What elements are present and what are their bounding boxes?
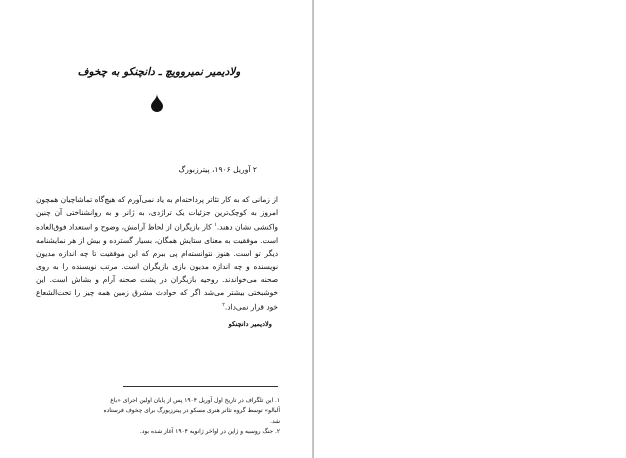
body-paragraph-part-1: از زمانی که به کار تئاتر پرداخته‌ام به یاد نمی‌آورم که هیچ‌گاه تماشاچیان همچون امروز به کوچک‌ترین جزئیات یک تراژدی، به ژانر و به روانشناختی آن چنین واکنشی نشان دهند. (36, 195, 278, 232)
footnote-ref-1: ۱ (214, 222, 217, 229)
footnote-rule (123, 386, 278, 387)
footnote-1: ۱. این تلگراف در تاریخ اول آوریل ۱۹۰۴ پس از پایان اولین اجرای «باغ آلبالو» توسط گروه تئاتر هنری مسکو در پیترزبورگ برای چخوف فرستاده شد. (103, 398, 280, 425)
letter-date: ۲ آوریل ۱۹۰۶، پیترزبورگ (178, 165, 257, 174)
drop-ornament-icon (150, 94, 164, 112)
body-paragraph-part-2: کار بازیگران از لحاظ آرامش، وضوح و استعداد فوق‌العاده است. موفقیت به معنای ستایش همگان، بسیار گسترده و بیش از هر نمایشنامه دیگر تو است. هنوز نتوانسته‌ام پی ببرم که این موفقیت تا چه اندازه مدیون نویسنده و چه اندازه مدیون بازی بازیگران است. مرتب نویسنده را به روی صحنه می‌خواندند. روحیه بازیگران در پشت صحنه آرام و بشاش است. این خوشبختی بیشتر می‌شد اگر که حوادث مشرق زمین همه چیز را تحت‌الشعاع خود قرار نمی‌داد. (36, 222, 278, 312)
footnote-ref-2: ۲ (222, 302, 225, 309)
letter-body (36, 193, 278, 314)
footnote-2: ۲. جنگ روسیه و ژاپن در اواخر ژانویه ۱۹۰۴ آغاز شده بود. (139, 429, 280, 436)
footnotes (100, 396, 280, 438)
letter-title: ولادیمیر نمیروویچ ـ دانچنکو به چخوف (77, 66, 241, 78)
right-page-blank (314, 0, 626, 458)
letter-signature: ولادیمیر دانچنکو (228, 320, 272, 328)
